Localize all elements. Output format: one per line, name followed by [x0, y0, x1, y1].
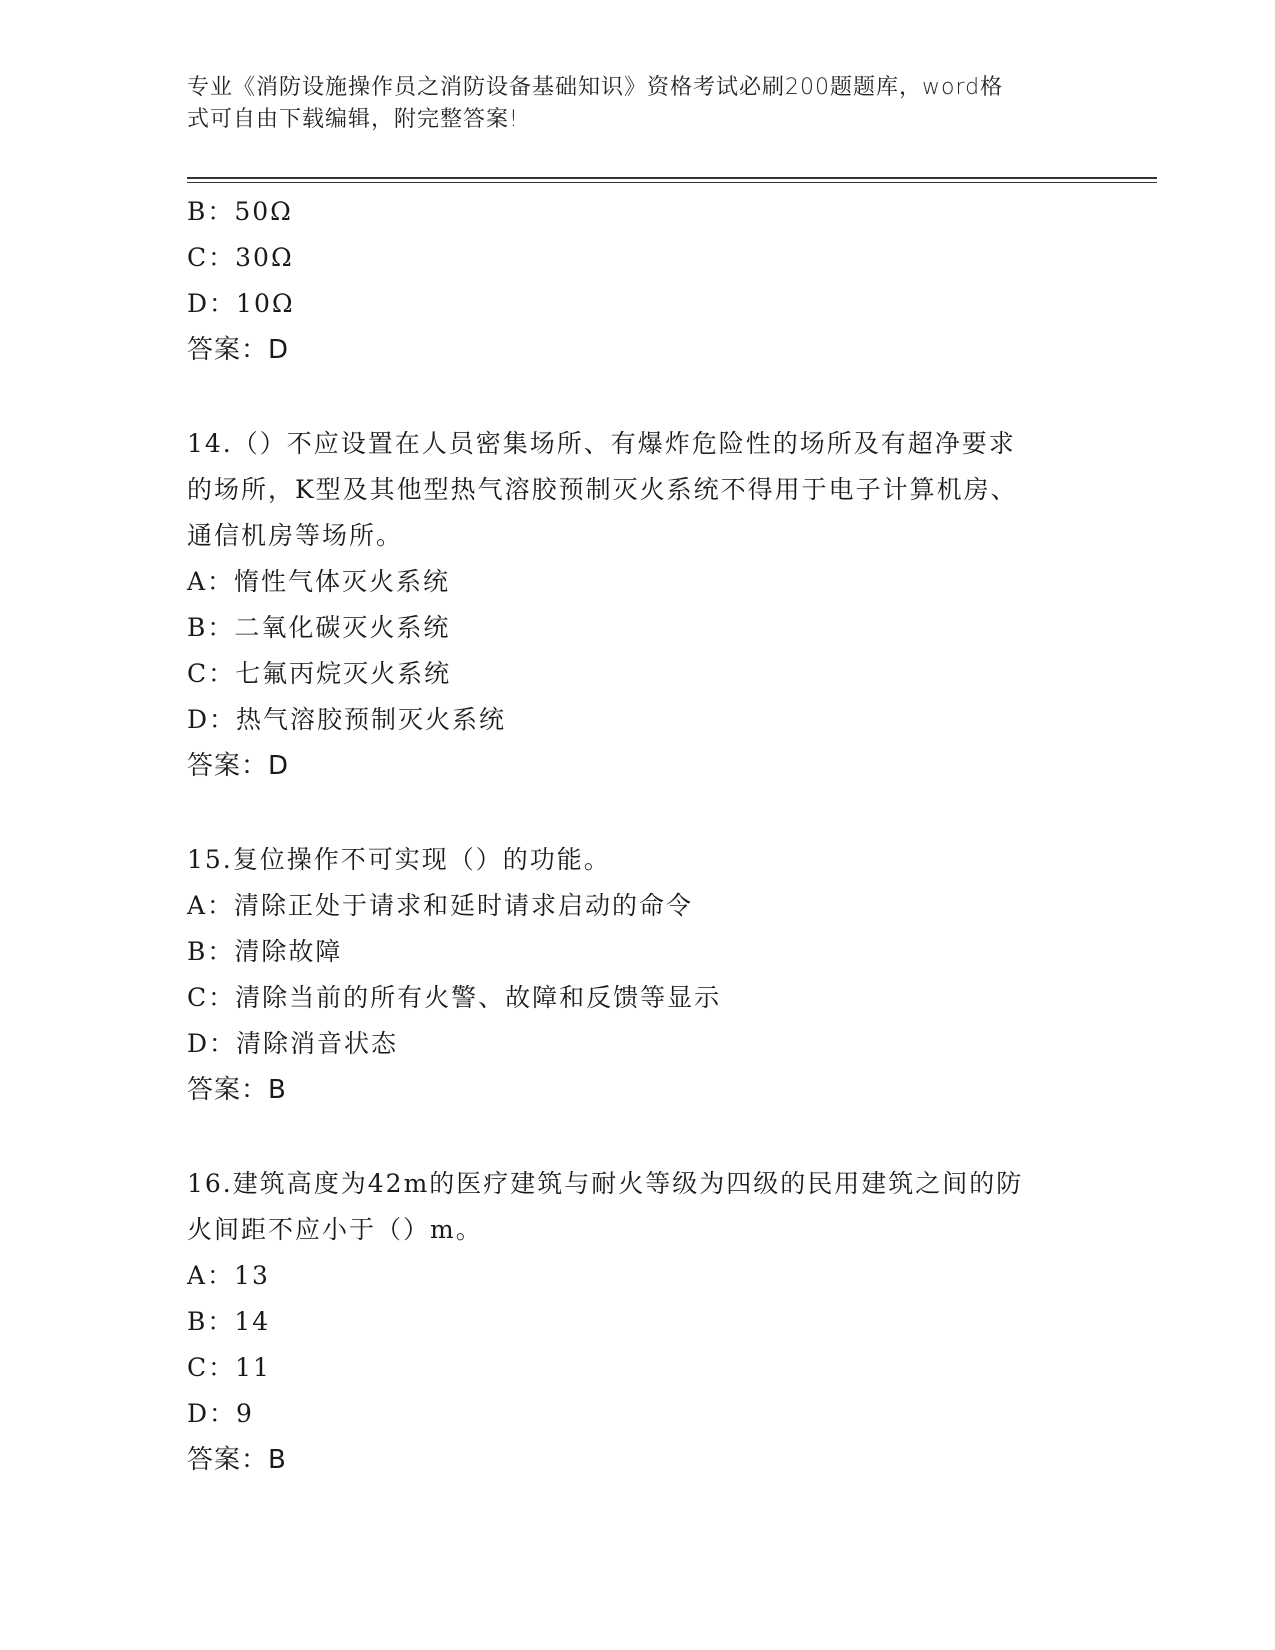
option-b: B：50Ω	[187, 197, 293, 226]
answer-line: 答案：D	[187, 335, 290, 365]
question-14	[187, 421, 1087, 789]
question-text	[187, 837, 1087, 883]
question-text-line: 15.复位操作不可实现（）的功能。	[187, 845, 611, 874]
answer-line: 答案：B	[187, 1075, 287, 1105]
option-c: C：11	[187, 1353, 271, 1382]
header-divider	[187, 177, 1157, 179]
question-text	[187, 421, 1087, 559]
question-15	[187, 837, 1087, 1113]
option-d: D：10Ω	[187, 289, 295, 318]
answer-line: 答案：B	[187, 1445, 287, 1475]
question-text-line: 火间距不应小于（）m。	[187, 1215, 483, 1244]
question-text-line: 14.（）不应设置在人员密集场所、有爆炸危险性的场所及有超净要求	[187, 429, 1016, 458]
question-text-line: 通信机房等场所。	[187, 521, 404, 550]
answer-line: 答案：D	[187, 751, 290, 781]
question-content	[187, 189, 1087, 1483]
option-b: B：清除故障	[187, 937, 343, 966]
question-text-line: 16.建筑高度为42m的医疗建筑与耐火等级为四级的民用建筑之间的防	[187, 1169, 1024, 1198]
question-13-tail	[187, 189, 1087, 373]
header-line-2: 式可自由下载编辑，附完整答案!	[187, 107, 519, 132]
option-c: C：七氟丙烷灭火系统	[187, 659, 452, 688]
question-text-line: 的场所，K型及其他型热气溶胶预制灭火系统不得用于电子计算机房、	[187, 475, 1018, 504]
header-divider-thin	[187, 182, 1157, 183]
option-c: C：清除当前的所有火警、故障和反馈等显示	[187, 983, 722, 1012]
option-b: B：二氧化碳灭火系统	[187, 613, 451, 642]
document-header	[187, 72, 1067, 136]
option-d: D：热气溶胶预制灭火系统	[187, 705, 507, 734]
header-line-1: 专业《消防设施操作员之消防设备基础知识》资格考试必刷200题题库，word格	[187, 75, 1004, 100]
question-16	[187, 1161, 1087, 1483]
option-d: D：9	[187, 1399, 254, 1428]
option-a: A：13	[187, 1261, 270, 1290]
option-a: A：惰性气体灭火系统	[187, 567, 451, 596]
question-text	[187, 1161, 1087, 1253]
option-d: D：清除消音状态	[187, 1029, 399, 1058]
option-a: A：清除正处于请求和延时请求启动的命令	[187, 891, 694, 920]
option-b: B：14	[187, 1307, 271, 1336]
option-c: C：30Ω	[187, 243, 294, 272]
